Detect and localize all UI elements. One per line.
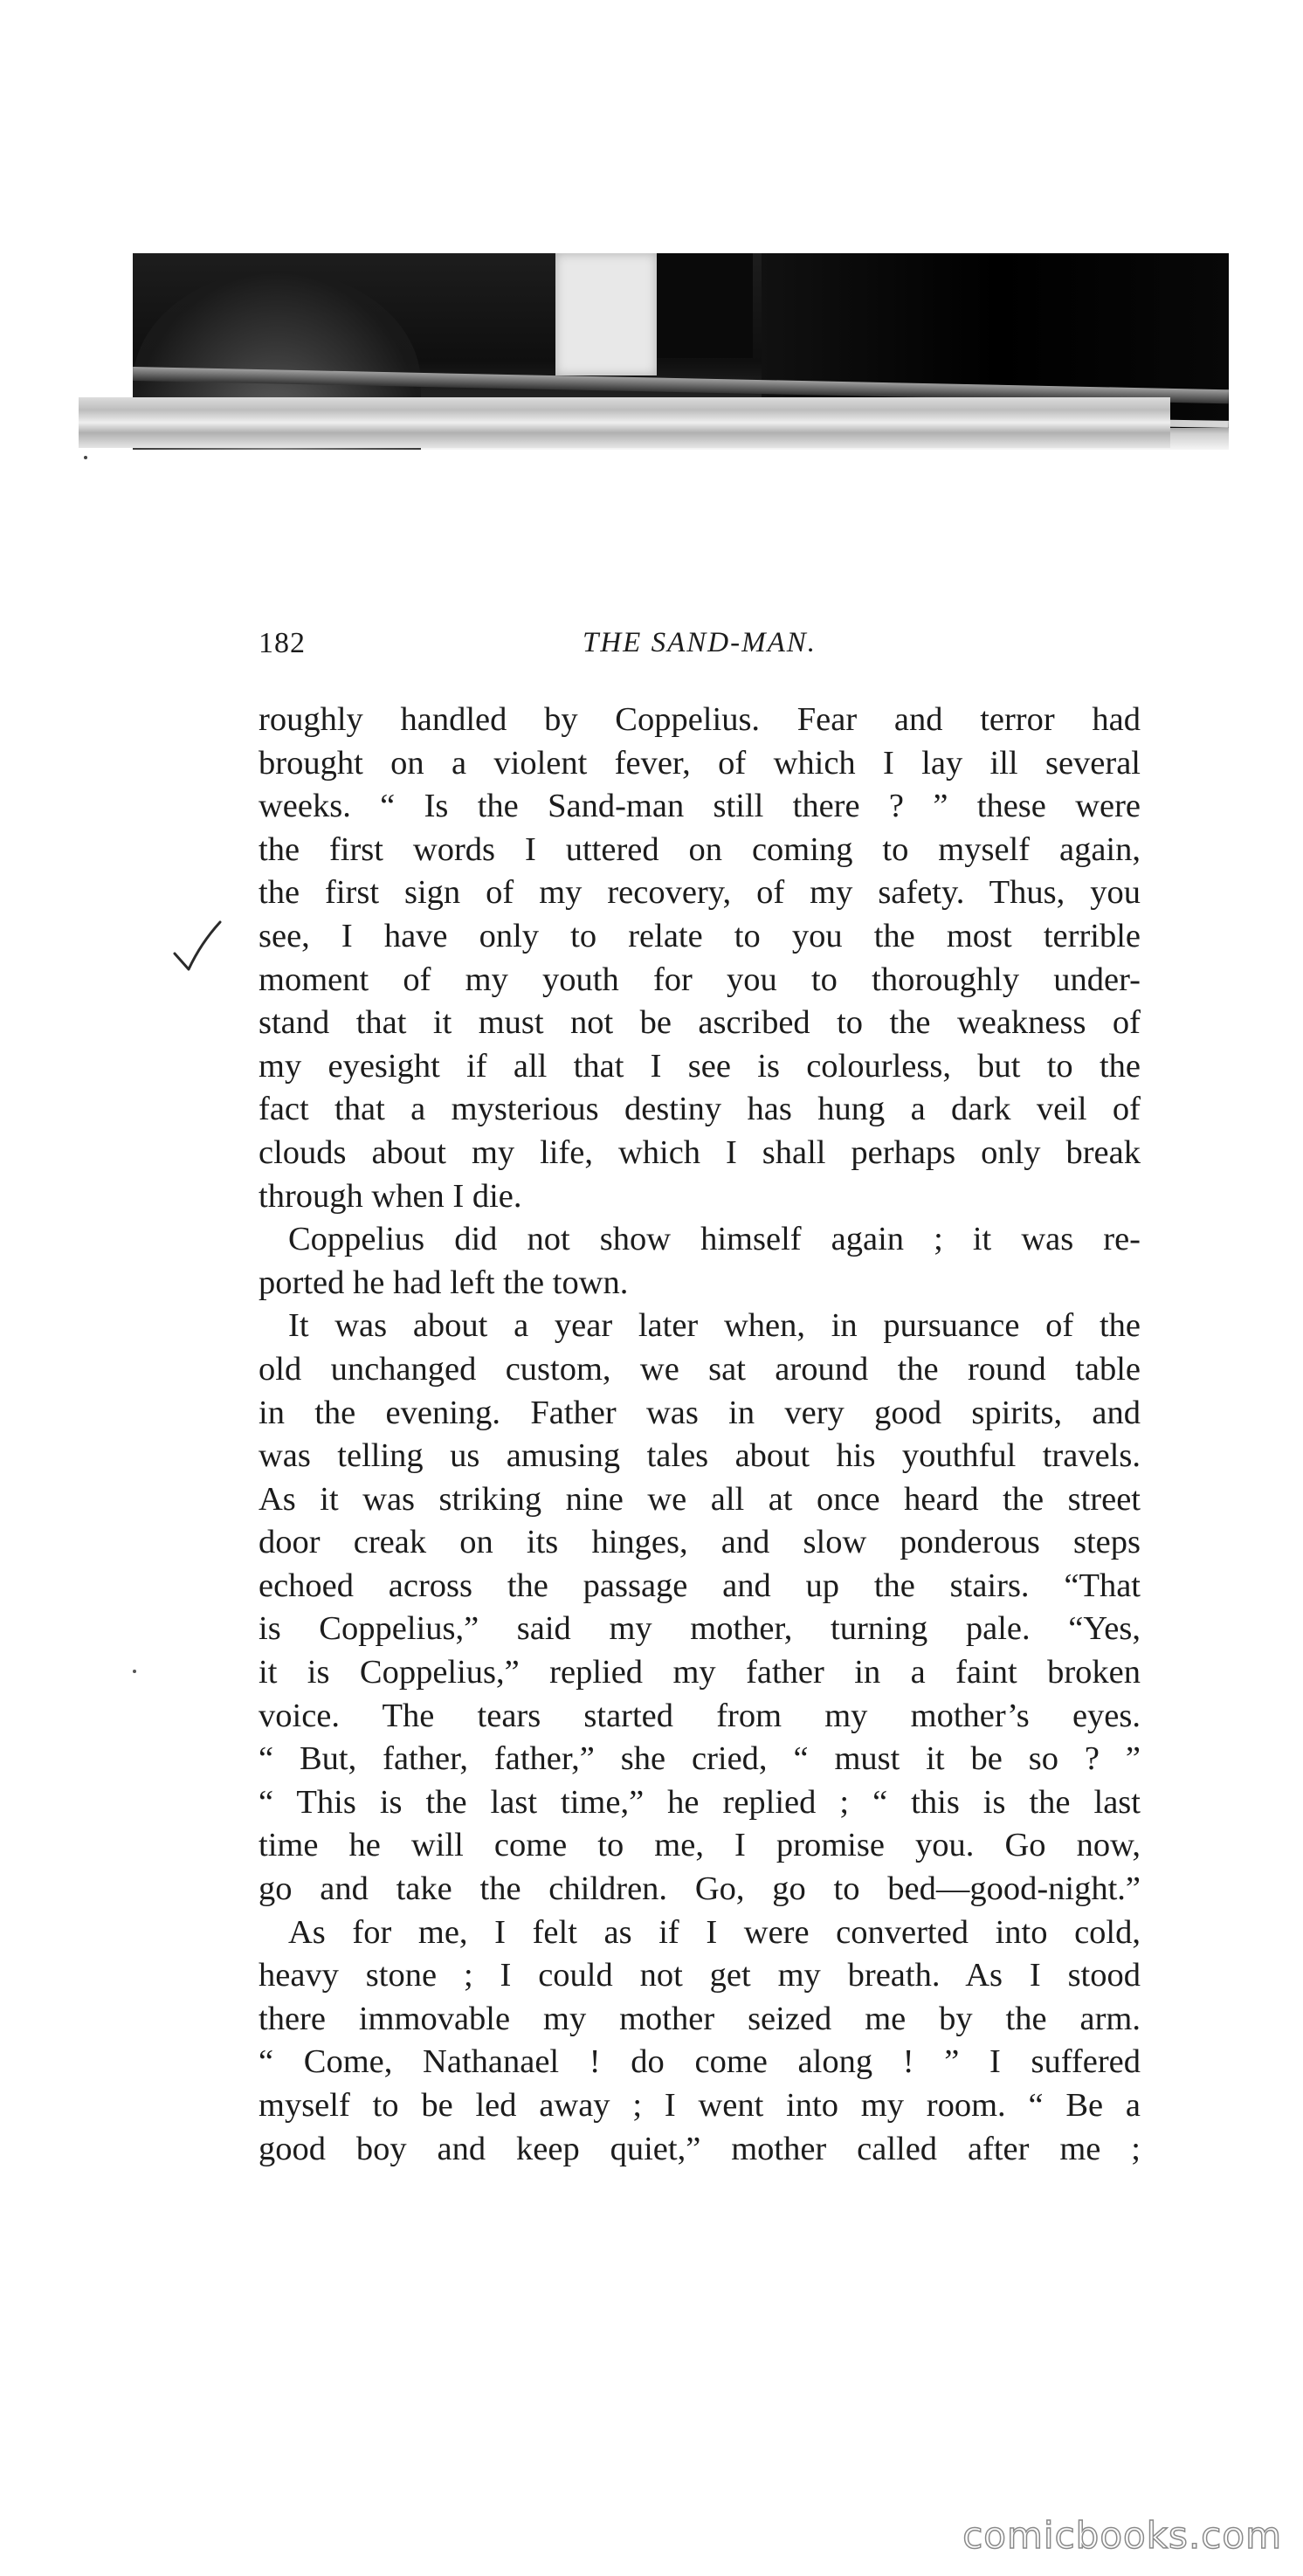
text-line: the first words I uttered on coming to myself again, [259, 830, 1141, 868]
text-line: Coppelius did not show himself again ; it was re- [288, 1221, 1141, 1258]
text-line: fact that a mysterious destiny has hung a dark veil of [259, 1091, 1141, 1128]
text-line: It was about a year later when, in pursuance of the [288, 1307, 1141, 1345]
text-line: voice. The tears started from my mother’s eyes. [259, 1697, 1141, 1734]
watermark: comicbooks.com [962, 2514, 1282, 2557]
text-line: As for me, I felt as if I were converted into cold, [288, 1913, 1141, 1951]
check-mark-icon [171, 919, 224, 980]
scan-speck [133, 1670, 136, 1673]
text-line: was telling us amusing tales about his youthful travels. [259, 1437, 1141, 1475]
text-line: the first sign of my recovery, of my safety. Thus, you [259, 874, 1141, 912]
text-line: door creak on its hinges, and slow ponderous steps [259, 1524, 1141, 1561]
text-line: myself to be led away ; I went into my room. “ Be a [259, 2087, 1141, 2124]
text-line: my eyesight if all that I see is colourless, but to the [259, 1047, 1141, 1085]
text-line: there immovable my mother seized me by the arm. [259, 2000, 1141, 2037]
text-line: it is Coppelius,” replied my father in a faint broken [259, 1654, 1141, 1691]
text-line: echoed across the passage and up the stairs. “That [259, 1567, 1141, 1604]
text-line: stand that it must not be ascribed to the weakness of [259, 1004, 1141, 1042]
text-line: time he will come to me, I promise you. Go now, [259, 1827, 1141, 1864]
body-text [259, 699, 1141, 2171]
text-line: roughly handled by Coppelius. Fear and terror had [259, 701, 1141, 738]
photo-light-window [555, 253, 657, 375]
text-line: good boy and keep quiet,” mother called after me ; [259, 2130, 1141, 2167]
text-line: weeks. “ Is the Sand-man still there ? ” these were [259, 788, 1141, 825]
photo-bottom-strip [79, 397, 1170, 448]
page-number: 182 [259, 627, 306, 659]
text-line: ported he had left the town. [259, 1264, 629, 1301]
text-line: “ This is the last time,” he replied ; “ this is the last [259, 1783, 1141, 1821]
text-line: through when I die. [259, 1177, 522, 1215]
text-line: clouds about my life, which I shall perhaps only break [259, 1133, 1141, 1171]
running-head [259, 627, 1141, 671]
text-line: As it was striking nine we all at once heard the street [259, 1480, 1141, 1518]
text-line: go and take the children. Go, go to bed—good-night.” [259, 1870, 1141, 1908]
text-line: “ Come, Nathanael ! do come along ! ” I suffered [259, 2043, 1141, 2081]
scan-speck [84, 456, 87, 459]
running-title: THE SAND-MAN. [583, 627, 817, 658]
text-line: see, I have only to relate to you the most terrible [259, 917, 1141, 954]
text-line: old unchanged custom, we sat around the round table [259, 1350, 1141, 1388]
text-line: heavy stone ; I could not get my breath. As I stood [259, 1957, 1141, 1994]
text-line: is Coppelius,” said my mother, turning pale. “Yes, [259, 1610, 1141, 1648]
text-line: in the evening. Father was in very good spirits, and [259, 1394, 1141, 1431]
text-line: moment of my youth for you to thoroughly under- [259, 961, 1141, 998]
text-line: “ But, father, father,” she cried, “ must it be so ? ” [259, 1740, 1141, 1778]
text-line: brought on a violent fever, of which I lay ill several [259, 744, 1141, 782]
photo-dark-window [657, 253, 753, 358]
